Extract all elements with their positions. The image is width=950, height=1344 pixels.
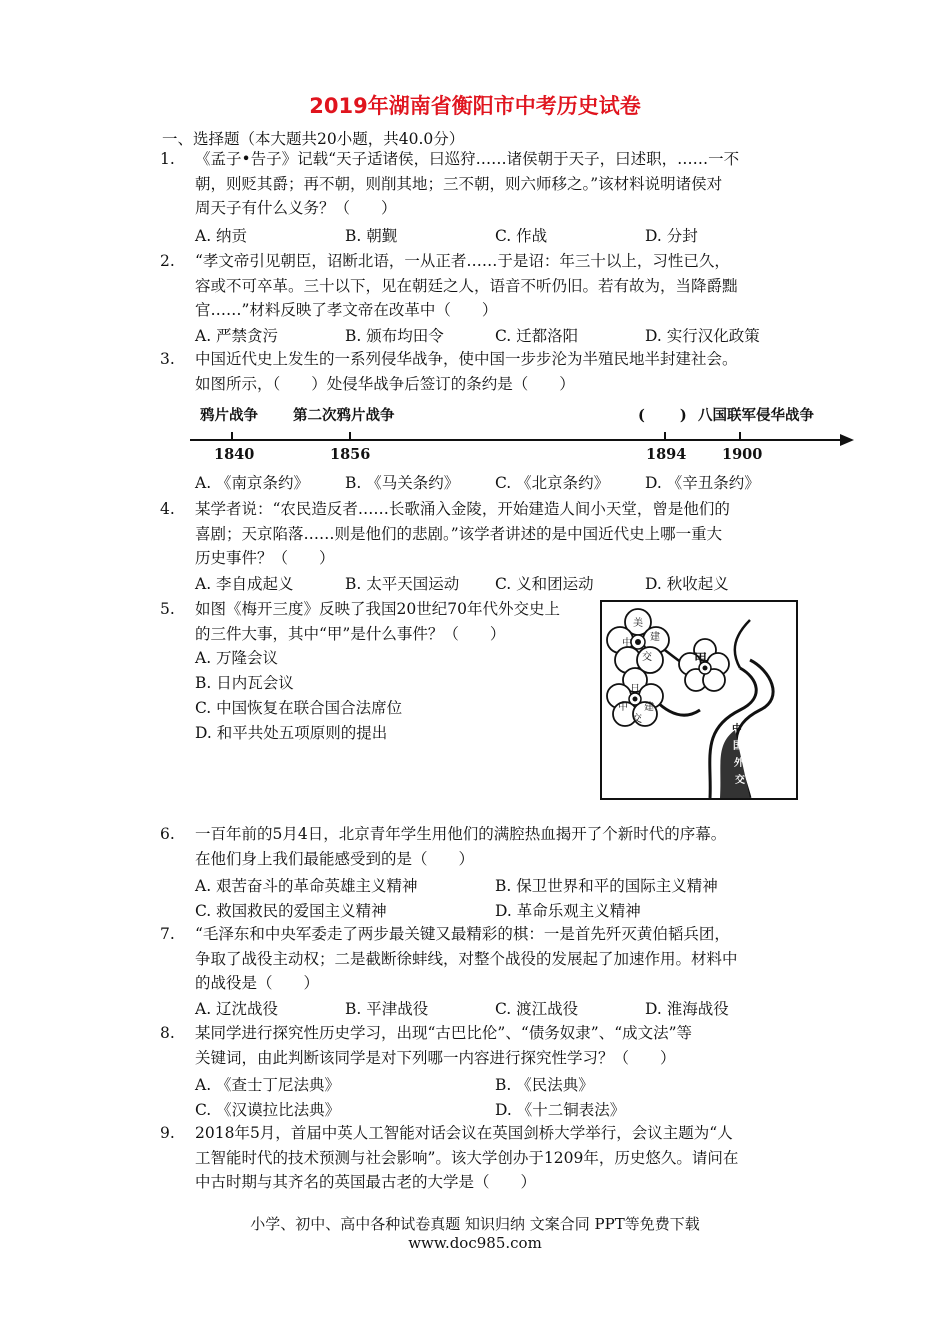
- timeline-figure: [190, 400, 855, 470]
- flower-label: 交: [632, 714, 642, 725]
- option-b: B. 《马关条约》: [345, 474, 460, 492]
- question-number: 3.: [160, 350, 175, 368]
- question-text: 中古时期与其齐名的英国最古老的大学是（ ）: [195, 1173, 537, 1192]
- option-c: C. 渡江战役: [495, 1000, 579, 1018]
- option-d: D. 淮海战役: [645, 1000, 729, 1018]
- timeline-year: 1856: [330, 446, 371, 463]
- option-a: A. 《查士丁尼法典》: [195, 1076, 341, 1094]
- flower-label: 日: [630, 684, 640, 695]
- option-d: D. 《辛丑条约》: [645, 474, 760, 492]
- option-b: B. 朝觐: [345, 227, 398, 245]
- question-text: 朝，则贬其爵；再不朝，则削其地；三不朝，则六师移之。”该材料说明诸侯对: [195, 174, 723, 193]
- section-heading: 一、选择题（本大题共20小题，共40.0分）: [162, 130, 465, 148]
- timeline-label: 第二次鸦片战争: [293, 407, 395, 424]
- question-text: 某学者说：“农民造反者……长歌涌入金陵，开始建造人间小天堂，曾是他们的: [195, 500, 730, 518]
- question-text: “毛泽东和中央军委走了两步最关键又最精彩的棋：一是首先歼灭黄伯韬兵团，: [195, 925, 730, 943]
- question-text: 中国近代史上发生的一系列侵华战争，使中国一步步沦为半殖民地半封建社会。: [195, 350, 738, 368]
- question-text: 如图所示，（ ）处侵华战争后签订的条约是（ ）: [195, 374, 575, 393]
- option-c: C. 作战: [495, 227, 548, 245]
- question-text: 某同学进行探究性历史学习，出现“古巴比伦”、“债务奴隶”、“成文法”等: [195, 1024, 693, 1042]
- trunk-label: 交: [735, 775, 745, 786]
- question-text: 《孟子•告子》记载“天子适诸侯，曰巡狩……诸侯朝于天子，曰述职，……一不: [195, 150, 740, 168]
- question-number: 6.: [160, 825, 175, 843]
- option-a: A. 万隆会议: [195, 649, 279, 667]
- option-b: B. 日内瓦会议: [195, 674, 294, 692]
- flower-label: 中: [622, 638, 632, 649]
- question-number: 2.: [160, 252, 175, 270]
- question-text: 争取了战役主动权；二是截断徐蚌线，对整个战役的发展起了加速作用。材料中: [195, 949, 738, 968]
- flower-label: 中: [618, 702, 628, 713]
- flower-label: 建: [644, 702, 654, 713]
- footer-text: 小学、初中、高中各种试卷真题 知识归纳 文案合同 PPT等免费下载: [250, 1215, 700, 1233]
- option-c: C. 《汉谟拉比法典》: [195, 1101, 341, 1119]
- option-d: D. 革命乐观主义精神: [495, 902, 641, 920]
- footer-url[interactable]: www.doc985.com: [408, 1234, 542, 1252]
- option-a: A. 纳贡: [195, 227, 248, 245]
- question-text: 的三件大事，其中“甲”是什么事件？（ ）: [195, 624, 506, 643]
- question-number: 8.: [160, 1024, 175, 1042]
- option-a: A. 《南京条约》: [195, 474, 310, 492]
- flower-label: 建: [650, 632, 660, 643]
- question-text: 喜剧；天京陷落……则是他们的悲剧。”该学者讲述的是中国近代史上哪一重大: [195, 524, 723, 543]
- question-text: “孝文帝引见朝臣，诏断北语，一从正者……于是诏：年三十以上，习性已久，: [195, 252, 730, 270]
- option-b: B. 太平天国运动: [345, 575, 460, 593]
- option-d: D. 秋收起义: [645, 575, 729, 593]
- question-text: 历史事件？（ ）: [195, 549, 335, 568]
- option-c: C. 迁都洛阳: [495, 327, 579, 345]
- flower-label-jia: 甲: [694, 652, 708, 667]
- page-title: 2019年湖南省衡阳市中考历史试卷: [309, 94, 641, 118]
- trunk-label: 国: [733, 741, 743, 752]
- option-b: B. 保卫世界和平的国际主义精神: [495, 877, 718, 895]
- flower-label: 美: [633, 618, 643, 629]
- question-number: 7.: [160, 925, 175, 943]
- flower-label: 交: [642, 652, 652, 663]
- question-text: 官……”材料反映了孝文帝在改革中（ ）: [195, 301, 498, 320]
- plum-blossom-figure: [600, 600, 798, 800]
- question-text: 2018年5月，首届中英人工智能对话会议在英国剑桥大学举行，会议主题为“人: [195, 1124, 733, 1142]
- option-b: B. 《民法典》: [495, 1076, 594, 1094]
- question-number: 4.: [160, 500, 175, 518]
- option-d: D. 和平共处五项原则的提出: [195, 724, 388, 742]
- timeline-label: 鸦片战争: [200, 407, 258, 424]
- timeline-label: 八国联军侵华战争: [698, 407, 814, 424]
- question-text: 在他们身上我们最能感受到的是（ ）: [195, 849, 475, 868]
- trunk-label: 中: [732, 724, 742, 735]
- option-a: A. 李自成起义: [195, 575, 294, 593]
- option-c: C. 救国救民的爱国主义精神: [195, 902, 387, 920]
- option-c: C. 义和团运动: [495, 575, 594, 593]
- timeline-year: 1894: [646, 446, 687, 463]
- question-text: 一百年前的5月4日，北京青年学生用他们的满腔热血揭开了个新时代的序幕。: [195, 825, 727, 843]
- option-c: C. 《北京条约》: [495, 474, 610, 492]
- question-text: 如图《梅开三度》反映了我国20世纪70年代外交史上: [195, 600, 560, 618]
- timeline-year: 1900: [722, 446, 763, 463]
- question-number: 9.: [160, 1124, 175, 1142]
- timeline-year: 1840: [214, 446, 255, 463]
- question-text: 周天子有什么义务？（ ）: [195, 199, 397, 218]
- option-d: D. 实行汉化政策: [645, 327, 760, 345]
- question-text: 工智能时代的技术预测与社会影响”。该大学创办于1209年，历史悠久。请问在: [195, 1148, 739, 1167]
- trunk-label: 外: [734, 758, 744, 769]
- question-number: 1.: [160, 150, 175, 168]
- option-d: D. 《十二铜表法》: [495, 1101, 626, 1119]
- option-a: A. 辽沈战役: [195, 1000, 279, 1018]
- option-b: B. 平津战役: [345, 1000, 429, 1018]
- question-number: 5.: [160, 600, 175, 618]
- option-c: C. 中国恢复在联合国合法席位: [195, 699, 403, 717]
- question-text: 的战役是（ ）: [195, 974, 320, 993]
- question-text: 容或不可卒革。三十以下，见在朝廷之人，语音不听仍旧。若有故为，当降爵黜: [195, 276, 738, 295]
- option-a: A. 严禁贪污: [195, 327, 279, 345]
- option-a: A. 艰苦奋斗的革命英雄主义精神: [195, 877, 418, 895]
- plum-blossom-drawing: [600, 600, 798, 800]
- option-d: D. 分封: [645, 227, 698, 245]
- timeline-label: ( ): [638, 407, 689, 424]
- option-b: B. 颁布均田令: [345, 327, 444, 345]
- question-text: 关键词，由此判断该同学是对下列哪一内容进行探究性学习？（ ）: [195, 1048, 676, 1067]
